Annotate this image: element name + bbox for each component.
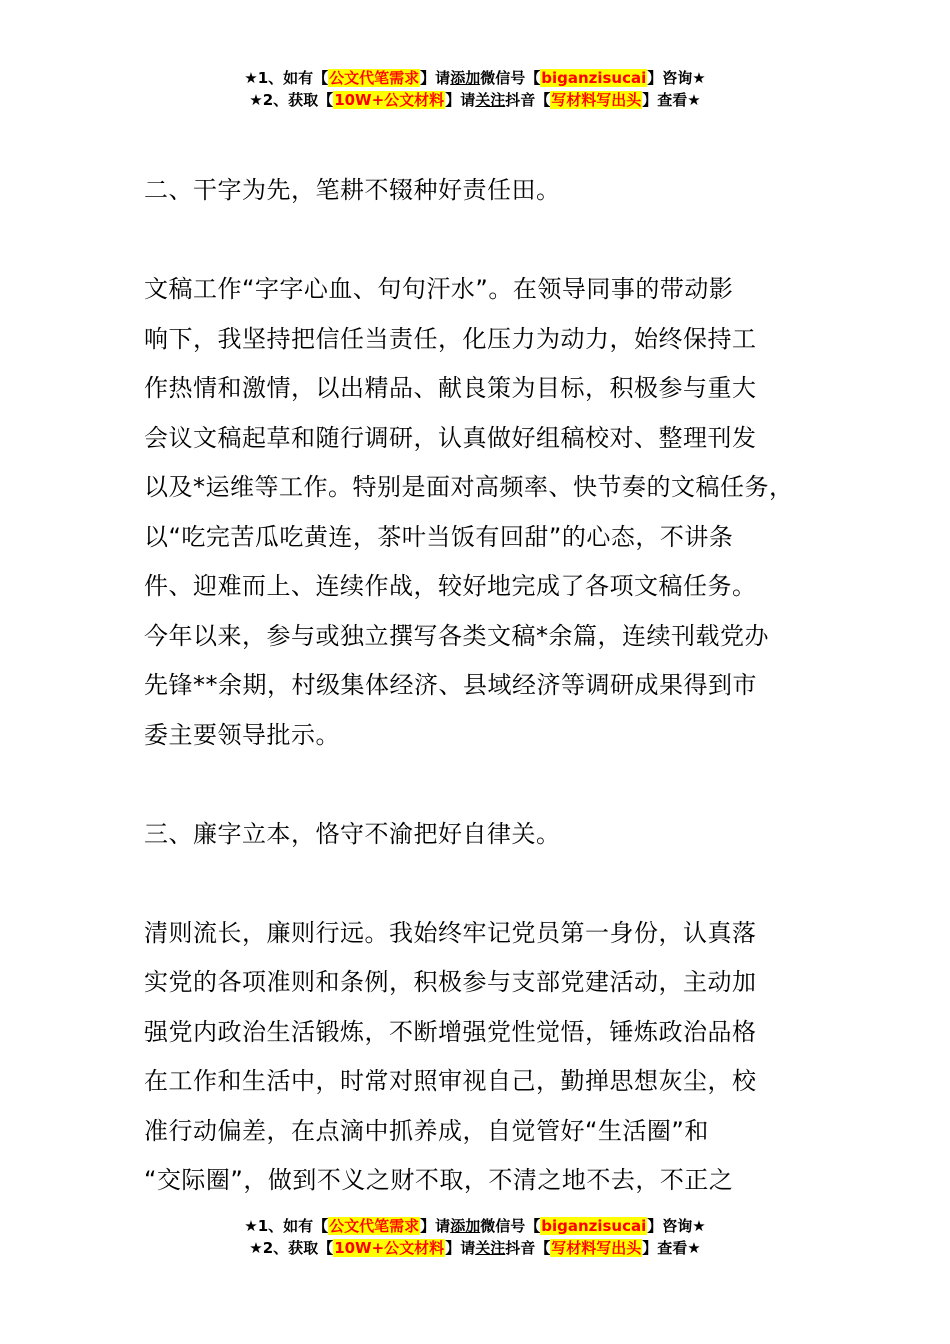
follow-emphasis: 关注 <box>475 91 506 109</box>
paragraph-line: 清则流长，廉则行远。我始终牢记党员第一身份，认真落 <box>144 918 757 947</box>
banner-text: 】请 <box>445 91 476 109</box>
banner-line-1 <box>0 1215 950 1237</box>
douyin-highlight: 写材料写出头 <box>551 91 642 109</box>
paragraph-line: 先锋**余期，村级集体经济、县域经济等调研成果得到市 <box>144 671 757 699</box>
section-2-paragraph <box>144 265 834 760</box>
paragraph-line: 以“吃完苦瓜吃黄连，茶叶当饭有回甜”的心态，不讲条 <box>144 522 734 551</box>
banner-text: 】咨询★ <box>647 69 706 87</box>
banner-line-2 <box>0 1237 950 1259</box>
banner-line-1 <box>0 67 950 89</box>
paragraph-line: 在工作和生活中，时常对照审视自己，勤掸思想灰尘，校 <box>144 1067 757 1095</box>
banner-line-2 <box>0 89 950 111</box>
paragraph-line: 以及*运维等工作。特别是面对高频率、快节奏的文稿任务， <box>144 473 794 501</box>
paragraph-line: 文稿工作“字字心血、句句汗水”。在领导同事的带动影 <box>144 275 734 303</box>
paragraph-line: 实党的各项准则和条例，积极参与支部党建活动，主动加 <box>144 968 757 996</box>
banner-text: 】请 <box>445 1239 476 1257</box>
banner-text: 微信号【 <box>480 1217 541 1235</box>
document-body <box>144 166 834 1206</box>
wechat-id-highlight: biganzisucai <box>541 69 647 87</box>
banner-text: 】请 <box>420 69 451 87</box>
paragraph-line: “交际圈”，做到不义之财不取，不清之地不去，不正之 <box>144 1166 734 1194</box>
paragraph-line: 会议文稿起草和随行调研，认真做好组稿校对、整理刊发 <box>144 423 757 452</box>
top-banner <box>0 67 950 111</box>
paragraph-line: 件、迎难而上、连续作战，较好地完成了各项文稿任务。 <box>144 572 757 600</box>
banner-text: ★2、获取【 <box>249 1239 334 1257</box>
paragraph-line: 委主要领导批示。 <box>144 720 340 749</box>
section-heading-2: 二、干字为先，笔耕不辍种好责任田。 <box>144 176 561 204</box>
bottom-banner <box>0 1215 950 1259</box>
add-emphasis: 添加 <box>450 69 481 87</box>
douyin-highlight: 写材料写出头 <box>551 1239 642 1257</box>
banner-text: 】查看★ <box>642 1239 701 1257</box>
section-heading-3: 三、廉字立本，恪守不渝把好自律关。 <box>144 819 561 848</box>
paragraph-line: 作热情和激情，以出精品、献良策为目标，积极参与重大 <box>144 374 757 402</box>
banner-text: ★1、如有【 <box>244 69 329 87</box>
wechat-id-highlight: biganzisucai <box>541 1217 647 1235</box>
banner-text: ★2、获取【 <box>249 91 334 109</box>
section-3-paragraph <box>144 909 834 1206</box>
banner-text: 】请 <box>420 1217 451 1235</box>
banner-text: 】咨询★ <box>647 1217 706 1235</box>
banner-text: 】查看★ <box>642 91 701 109</box>
follow-emphasis: 关注 <box>475 1239 506 1257</box>
banner-text: 抖音【 <box>505 1239 551 1257</box>
service-highlight: 公文代笔需求 <box>329 1217 420 1235</box>
banner-text: ★1、如有【 <box>244 1217 329 1235</box>
service-highlight: 公文代笔需求 <box>329 69 420 87</box>
paragraph-line: 今年以来，参与或独立撰写各类文稿*余篇，连续刊载党办 <box>144 621 769 650</box>
materials-highlight: 10W+公文材料 <box>334 1239 445 1257</box>
paragraph-line: 强党内政治生活锻炼，不断增强党性觉悟，锤炼政治品格 <box>144 1017 757 1046</box>
add-emphasis: 添加 <box>450 1217 481 1235</box>
materials-highlight: 10W+公文材料 <box>334 91 445 109</box>
banner-text: 抖音【 <box>505 91 551 109</box>
paragraph-line: 准行动偏差，在点滴中抓养成，自觉管好“生活圈”和 <box>144 1116 709 1145</box>
paragraph-line: 响下，我坚持把信任当责任，化压力为动力，始终保持工 <box>144 324 757 353</box>
banner-text: 微信号【 <box>480 69 541 87</box>
